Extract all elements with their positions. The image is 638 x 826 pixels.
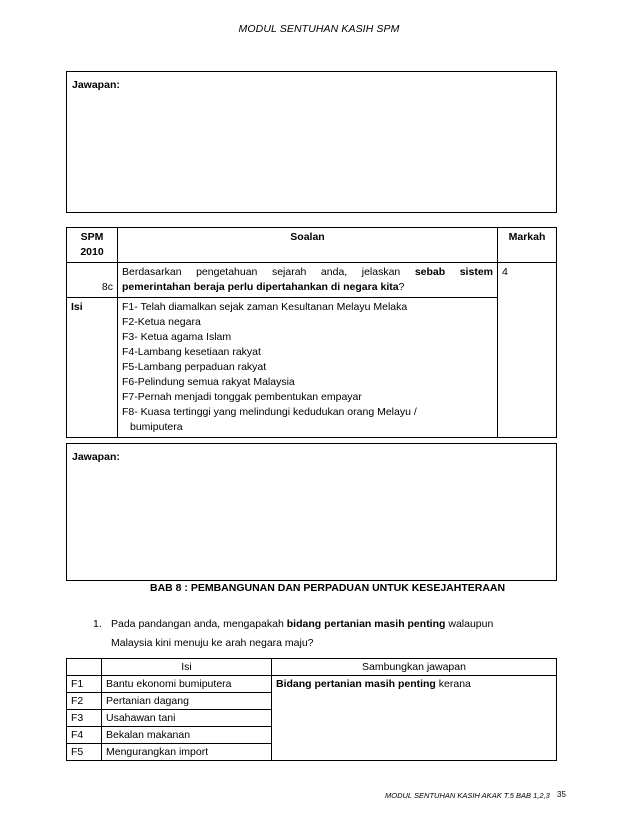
isi-item: F7-Pernah menjadi tonggak pembentukan empayar bbox=[122, 391, 362, 403]
isi-item: F3- Ketua agama Islam bbox=[122, 331, 232, 343]
question-number: 1. bbox=[93, 618, 102, 630]
isi-item: bumiputera bbox=[130, 421, 183, 433]
isi-item: F6-Pelindung semua rakyat Malaysia bbox=[122, 376, 295, 388]
row-code: F2 bbox=[67, 693, 102, 710]
header-spm: SPM bbox=[80, 231, 104, 243]
row-text: Pertanian dagang bbox=[102, 693, 272, 710]
question-number: 8c bbox=[67, 263, 118, 298]
question-pre: Pada pandangan anda, mengapakah bbox=[111, 618, 287, 630]
answer-label: Jawapan: bbox=[72, 451, 120, 463]
sambungan-cell[interactable] bbox=[272, 676, 557, 761]
header-blank bbox=[67, 659, 102, 676]
question-post: walaupun Malaysia kini menuju ke arah negara maju? bbox=[111, 618, 494, 649]
row-text: Bantu ekonomi bumiputera bbox=[102, 676, 272, 693]
question-table bbox=[66, 227, 557, 438]
header-year: 2010 bbox=[80, 246, 104, 258]
question-text bbox=[111, 615, 533, 653]
chapter-title: BAB 8 : PEMBANGUNAN DAN PERPADUAN UNTUK KESEJAHTERAAN bbox=[150, 582, 506, 594]
row-text: Usahawan tani bbox=[102, 710, 272, 727]
header-spm-year bbox=[67, 228, 118, 263]
answer-label: Jawapan: bbox=[72, 79, 120, 91]
table-row bbox=[67, 298, 557, 438]
header-markah: Markah bbox=[498, 228, 557, 263]
row-code: F5 bbox=[67, 744, 102, 761]
sambungan-bold: Bidang pertanian masih penting bbox=[276, 678, 436, 690]
question bbox=[93, 615, 533, 653]
question-bold: bidang pertanian masih penting bbox=[286, 618, 446, 630]
answer-box-1[interactable] bbox=[66, 71, 557, 213]
row-text: Bekalan makanan bbox=[102, 727, 272, 744]
answer-table bbox=[66, 658, 557, 761]
question-text-bold: sebab sistem pemerintahan beraja perlu dipertahankan di negara kita bbox=[122, 266, 493, 293]
question-text-part: Berdasarkan pengetahuan sejarah anda, jelaskan bbox=[122, 266, 415, 278]
isi-item: F1- Telah diamalkan sejak zaman Kesultanan Melayu Melaka bbox=[122, 301, 408, 313]
row-code: F3 bbox=[67, 710, 102, 727]
isi-mark-cell bbox=[498, 298, 557, 438]
row-text: Mengurangkan import bbox=[102, 744, 272, 761]
isi-item: F5-Lambang perpaduan rakyat bbox=[122, 361, 267, 373]
isi-list bbox=[118, 298, 498, 438]
row-code: F1 bbox=[67, 676, 102, 693]
header-isi: Isi bbox=[102, 659, 272, 676]
table-row bbox=[67, 263, 557, 298]
page-number: 35 bbox=[557, 790, 566, 799]
isi-item: F4-Lambang kesetiaan rakyat bbox=[122, 346, 261, 358]
table-header-row bbox=[67, 228, 557, 263]
isi-item: F2-Ketua negara bbox=[122, 316, 201, 328]
question-text bbox=[118, 263, 498, 298]
page-footer: MODUL SENTUHAN KASIH AKAK T.5 BAB 1,2,3 bbox=[385, 791, 550, 800]
table-header-row bbox=[67, 659, 557, 676]
row-code: F4 bbox=[67, 727, 102, 744]
isi-label: Isi bbox=[67, 298, 118, 438]
header-sambungan: Sambungkan jawapan bbox=[272, 659, 557, 676]
isi-item: F8- Kuasa tertinggi yang melindungi kedudukan orang Melayu / bbox=[122, 406, 417, 418]
question-mark: 4 bbox=[498, 263, 557, 298]
page-header: MODUL SENTUHAN KASIH SPM bbox=[238, 23, 400, 35]
sambungan-rest: kerana bbox=[435, 678, 471, 690]
table-row bbox=[67, 676, 557, 693]
header-soalan: Soalan bbox=[118, 228, 498, 263]
question-text-end: ? bbox=[398, 281, 405, 293]
answer-box-2[interactable] bbox=[66, 443, 557, 581]
